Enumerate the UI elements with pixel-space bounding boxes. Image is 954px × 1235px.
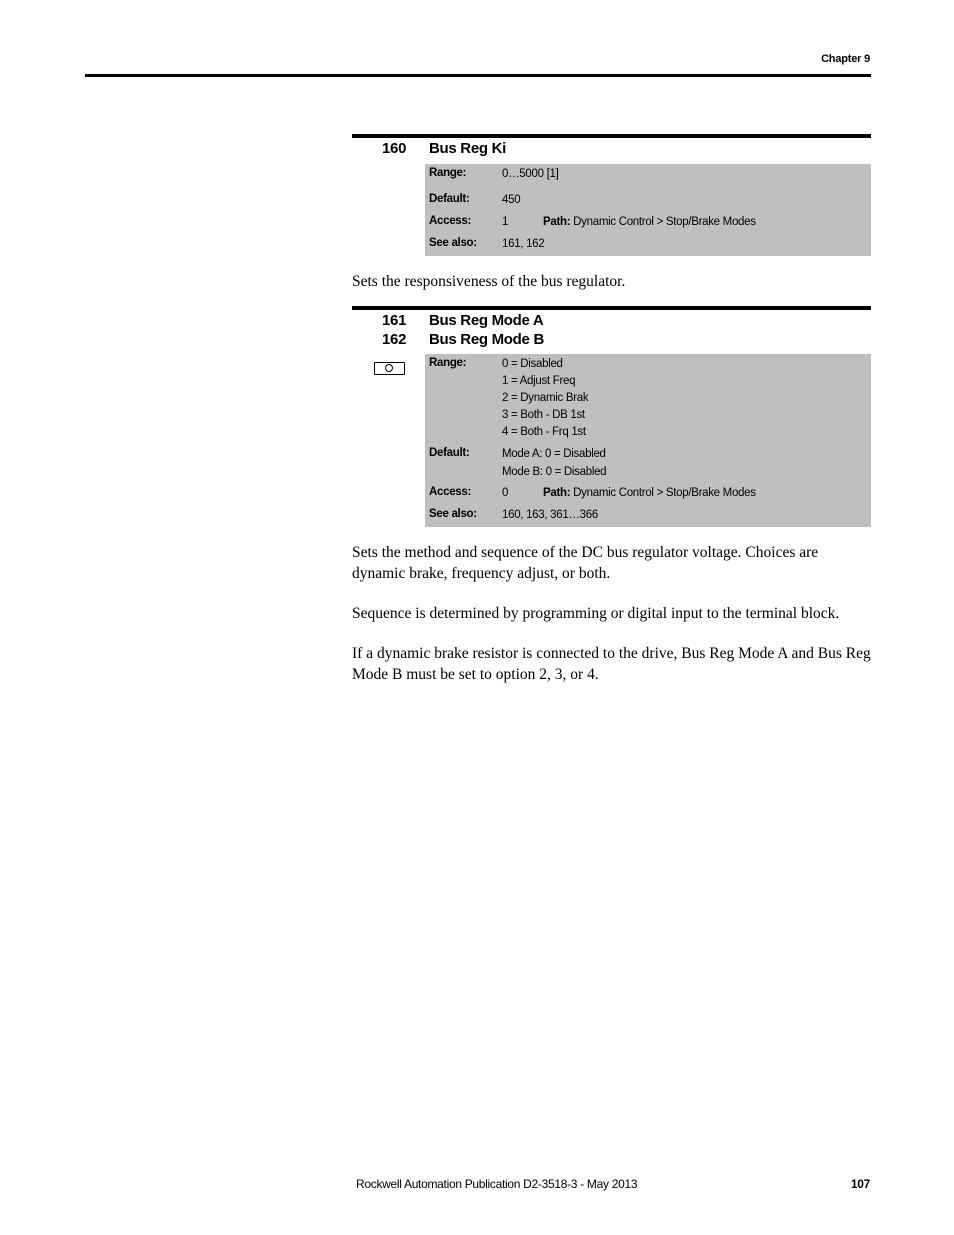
path-label: Path: xyxy=(543,487,571,499)
see-also-label: See also: xyxy=(429,508,477,520)
access-label: Access: xyxy=(429,486,472,498)
default-mode-a: Mode A: 0 = Disabled xyxy=(502,448,606,460)
param-number-161: 161 xyxy=(382,312,407,329)
default-mode-b: Mode B: 0 = Disabled xyxy=(502,466,607,478)
param-161-description-2: Sequence is determined by programming or digital input to the terminal block. xyxy=(352,605,840,622)
chapter-label: Chapter 9 xyxy=(821,53,870,65)
range-label: Range: xyxy=(429,167,467,179)
stop-drive-icon xyxy=(374,362,405,375)
publication-footer: Rockwell Automation Publication D2-3518-3 - May 2013 xyxy=(356,1177,638,1191)
header-rule xyxy=(85,74,871,77)
param-161-description-3: If a dynamic brake resistor is connected to the drive, Bus Reg Mode A and Bus Reg Mode B must be set to option 2, 3, or 4. xyxy=(352,645,871,683)
param-number-160: 160 xyxy=(382,140,407,157)
path-value: Dynamic Control > Stop/Brake Modes xyxy=(573,487,756,499)
access-value: 0 xyxy=(502,487,509,499)
param-number-162: 162 xyxy=(382,331,407,348)
param-160-rule xyxy=(352,134,871,138)
range-option-3: 3 = Both - DB 1st xyxy=(502,409,585,421)
path-label: Path: xyxy=(543,216,571,228)
param-160-description: Sets the responsiveness of the bus regulator. xyxy=(352,273,626,290)
param-name-bus-reg-mode-a: Bus Reg Mode A xyxy=(429,312,544,329)
access-value: 1 xyxy=(502,216,509,228)
page-number: 107 xyxy=(850,1177,870,1191)
path-field xyxy=(543,214,756,231)
param-160-info-table xyxy=(425,164,871,256)
range-option-0: 0 = Disabled xyxy=(502,358,563,370)
default-label: Default: xyxy=(429,447,470,459)
range-value: 0…5000 [1] xyxy=(502,168,559,180)
see-also-value: 160, 163, 361…366 xyxy=(502,509,598,521)
see-also-value: 161, 162 xyxy=(502,238,545,250)
range-option-4: 4 = Both - Frq 1st xyxy=(502,426,586,438)
path-field xyxy=(543,485,756,502)
param-161-rule xyxy=(352,306,871,310)
param-name-bus-reg-ki: Bus Reg Ki xyxy=(429,140,507,157)
range-option-2: 2 = Dynamic Brak xyxy=(502,392,589,404)
default-label: Default: xyxy=(429,193,470,205)
param-name-bus-reg-mode-b: Bus Reg Mode B xyxy=(429,331,544,348)
range-option-1: 1 = Adjust Freq xyxy=(502,375,576,387)
access-label: Access: xyxy=(429,215,472,227)
param-161-description-1: Sets the method and sequence of the DC bus regulator voltage. Choices are dynamic brake, frequency adjust, or both. xyxy=(352,544,819,582)
default-value: 450 xyxy=(502,194,521,206)
path-value: Dynamic Control > Stop/Brake Modes xyxy=(573,216,756,228)
range-label: Range: xyxy=(429,357,467,369)
see-also-label: See also: xyxy=(429,237,477,249)
param-161-162-info-table xyxy=(425,354,871,527)
